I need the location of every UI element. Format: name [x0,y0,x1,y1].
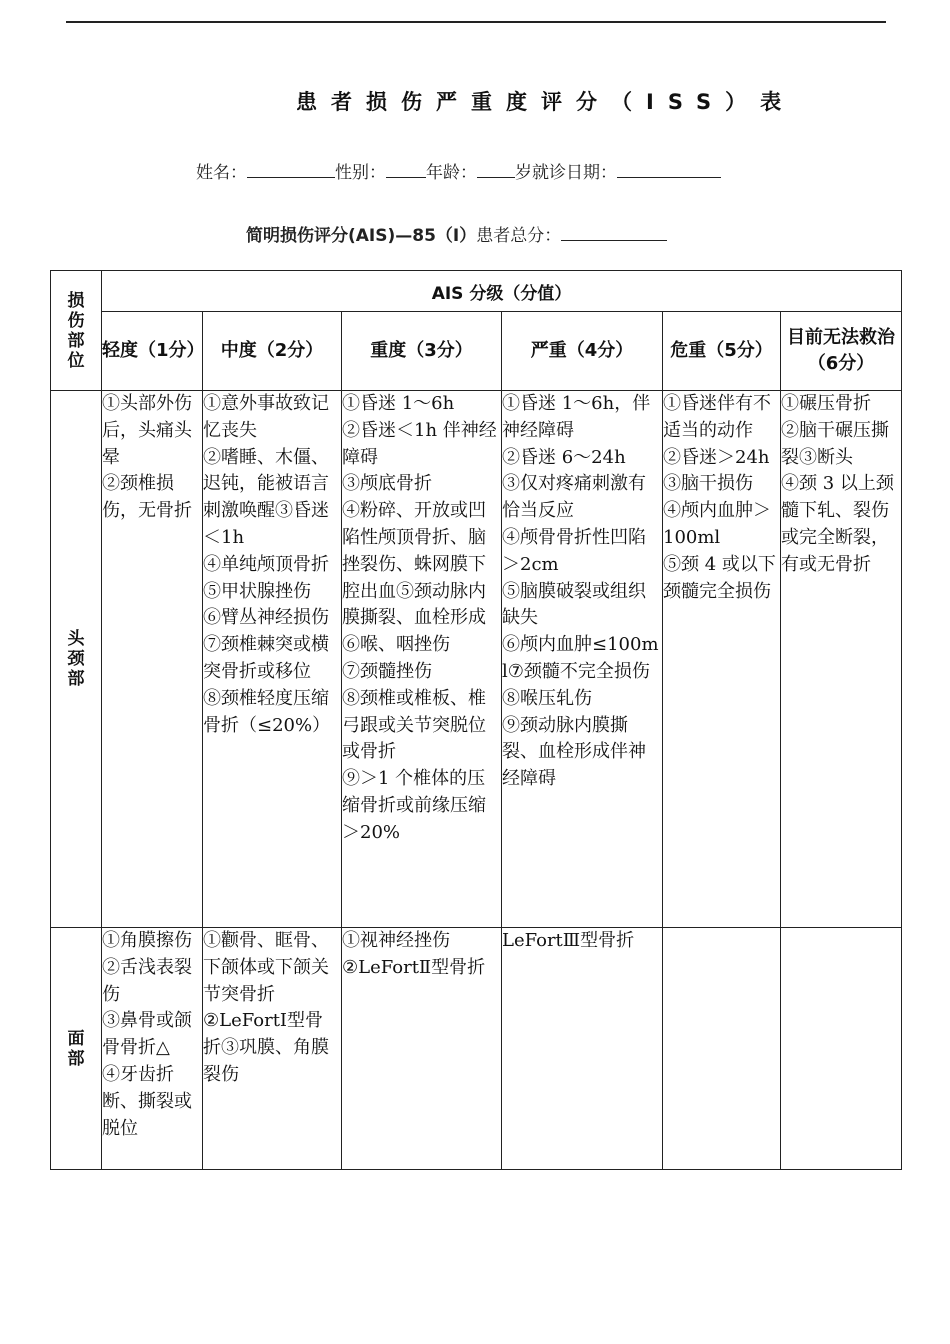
sex-label: 性别： [335,163,386,183]
total-label: 患者总分： [476,226,562,246]
iss-table [50,270,902,1170]
visit-date-blank[interactable] [617,163,721,178]
col-header-mild: 轻度（1分） [102,312,203,391]
cell-face-mild: ①角膜擦伤②舌浅表裂伤 ③鼻骨或颌骨骨折△ ④牙齿折断、撕裂或脱位 [102,928,203,1170]
age-suffix: 岁 [515,163,532,183]
region-label-face: 面部 [51,928,102,1170]
cell-face-unsurvivable [781,928,902,1170]
sex-blank[interactable] [386,163,426,178]
ais-grade-header: AIS 分级（分值） [102,271,902,312]
region-header: 损伤部位 [51,271,102,391]
document-title: 患者损伤严重度评分（ISS）表 [296,90,796,114]
cell-face-moderate: ①颧骨、眶骨、下颌体或下颌关节突骨折 ②LeFortⅠ型骨折③巩膜、角膜裂伤 [203,928,342,1170]
cell-head-neck-serious: ①昏迷 1～6h ②昏迷＜1h 伴神经障碍 ③颅底骨折 ④粉碎、开放或凹陷性颅顶骨折、脑挫裂伤、蛛网膜下腔出血⑤颈动脉内膜撕裂、血栓形成 ⑥喉、咽挫伤 ⑦颈髓挫伤 ⑧颈椎或椎板、椎弓跟或关节突脱位或骨折 ⑨＞1 个椎体的压缩骨折或前缘压缩＞20% [342,391,502,928]
cell-head-neck-moderate: ①意外事故致记忆丧失 ②嗜睡、木僵、迟钝，能被语言刺激唤醒③昏迷＜1h ④单纯颅顶骨折 ⑤甲状腺挫伤 ⑥臂丛神经损伤 ⑦颈椎棘突或横突骨折或移位 ⑧颈椎轻度压缩骨折（≤20%） [203,391,342,928]
col-header-critical: 危重（5分） [663,312,781,391]
ais-label: 简明损伤评分(AIS)—85（Ⅰ） [246,226,477,246]
table-row-face [51,928,902,1170]
cell-head-neck-unsurvivable: ①碾压骨折 ②脑干碾压撕裂③断头 ④颈 3 以上颈髓下轧、裂伤或完全断裂，有或无骨折 [781,391,902,928]
region-label-head-neck: 头颈部 [51,391,102,928]
age-blank[interactable] [477,163,515,178]
total-blank[interactable] [561,226,667,241]
cell-face-serious: ①视神经挫伤 ②LeFortⅡ型骨折 [342,928,502,1170]
age-label: 年龄： [426,163,477,183]
cell-face-critical [663,928,781,1170]
col-header-moderate: 中度（2分） [203,312,342,391]
ais-total-line [246,221,846,246]
cell-head-neck-mild: ①头部外伤后，头痛头晕 ②颈椎损伤，无骨折 [102,391,203,928]
col-header-unsurvivable: 目前无法救治（6分） [781,312,902,391]
cell-head-neck-severe: ①昏迷 1～6h，伴神经障碍 ②昏迷 6～24h ③仅对疼痛刺激有恰当反应 ④颅骨骨折性凹陷＞2cm ⑤脑膜破裂或组织缺失 ⑥颅内血肿≤100ml⑦颈髓不完全损伤⑧喉压轧伤 ⑨颈动脉内膜撕裂、血栓形成伴神经障碍 [502,391,663,928]
visit-date-label: 就诊日期： [532,163,617,183]
patient-info-line [196,158,816,183]
cell-head-neck-critical: ①昏迷伴有不适当的动作 ②昏迷＞24h ③脑干损伤 ④颅内血肿＞100ml ⑤颈 4 或以下颈髓完全损伤 [663,391,781,928]
top-rule [66,21,886,23]
col-header-serious: 重度（3分） [342,312,502,391]
name-label: 姓名： [196,163,247,183]
cell-face-severe: LeFortⅢ型骨折 [502,928,663,1170]
name-blank[interactable] [247,163,335,178]
col-header-severe: 严重（4分） [502,312,663,391]
table-row-head-neck [51,391,902,928]
